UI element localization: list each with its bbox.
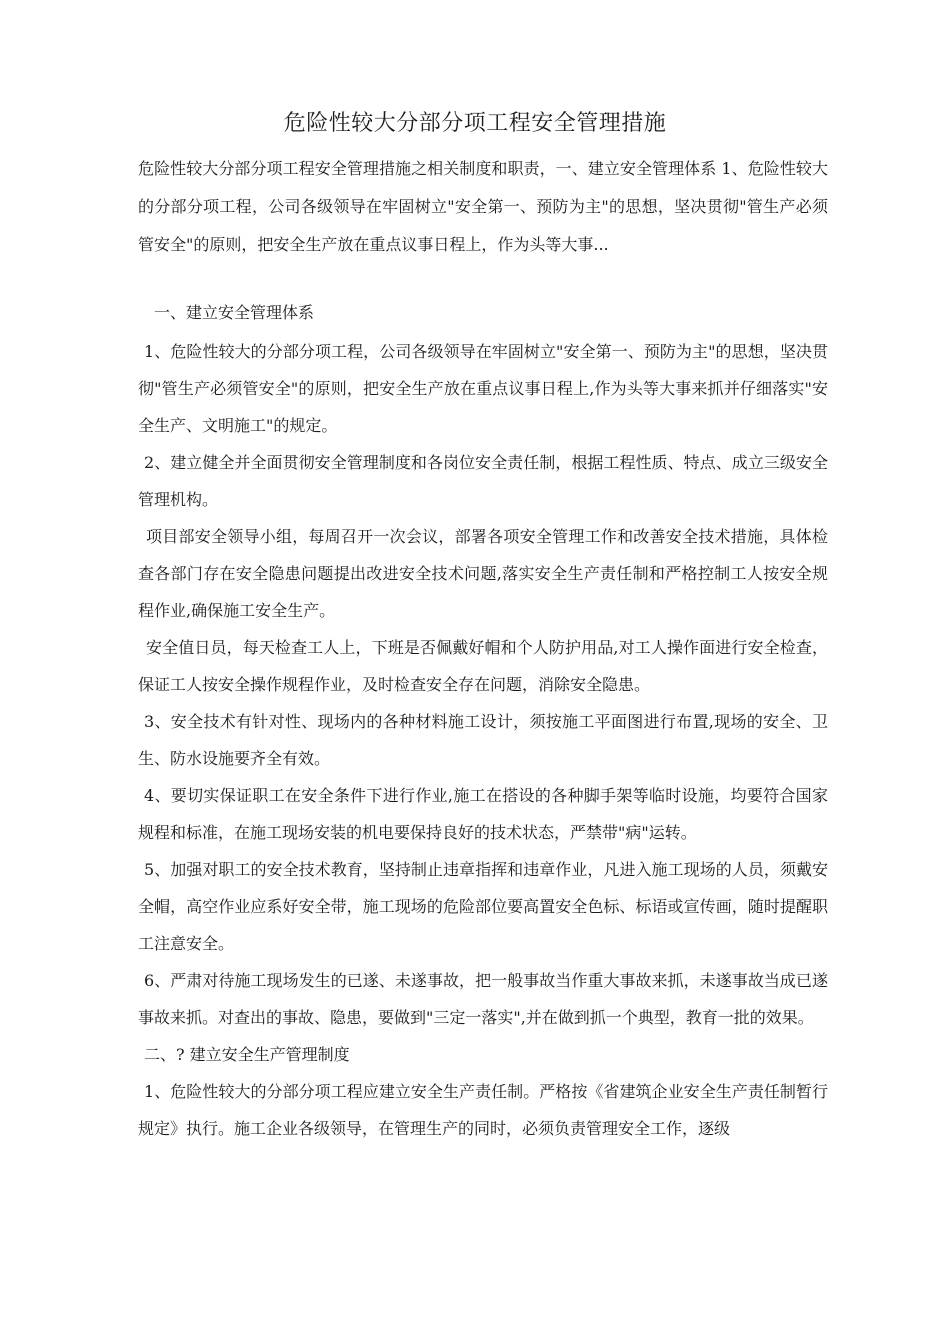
- paragraph-6: 4、要切实保证职工在安全条件下进行作业,施工在搭设的各种脚手架等临时设施，均要符合国家规程和标准，在施工现场安装的机电要保持良好的技术状态，严禁带"病"运转。: [138, 786, 828, 842]
- paragraph-7: 5、加强对职工的安全技术教育，坚持制止违章指挥和违章作业，凡进入施工现场的人员，须戴安全帽，高空作业应系好安全带，施工现场的危险部位要高置安全色标、标语或宣传画，随时提醒职工注意安全。: [138, 860, 828, 953]
- section-heading-2: 二、? 建立安全生产管理制度: [144, 1045, 350, 1064]
- paragraph-4: 安全值日员，每天检查工人上，下班是否佩戴好帽和个人防护用品,对工人操作面进行安全检查，保证工人按安全操作规程作业，及时检查安全存在问题，消除安全隐患。: [138, 638, 828, 694]
- paragraph-9: 1、危险性较大的分部分项工程应建立安全生产责任制。严格按《省建筑企业安全生产责任制暂行规定》执行。施工企业各级领导，在管理生产的同时，必须负责管理安全工作，逐级: [138, 1082, 828, 1138]
- paragraph-3: 项目部安全领导小组，每周召开一次会议，部署各项安全管理工作和改善安全技术措施，具体检查各部门存在安全隐患问题提出改进安全技术问题,落实安全生产责任制和严格控制工人按安全规程作业,确保施工安全生产。: [138, 527, 828, 620]
- section-heading-1: 一、建立安全管理体系: [154, 303, 315, 322]
- summary-paragraph: 危险性较大分部分项工程安全管理措施之相关制度和职责，一、建立安全管理体系 1、危险性较大的分部分项工程，公司各级领导在牢固树立"安全第一、预防为主"的思想，坚决贯彻"管生产必须管安全"的原则，把安全生产放在重点议事日程上，作为头等大事...: [138, 159, 828, 254]
- paragraph-5: 3、安全技术有针对性、现场内的各种材料施工设计，须按施工平面图进行布置,现场的安全、卫生、防水设施要齐全有效。: [138, 712, 828, 768]
- paragraph-8: 6、严肃对待施工现场发生的已遂、未遂事故，把一般事故当作重大事故来抓，未遂事故当成已遂事故来抓。对查出的事故、隐患，要做到"三定一落实",并在做到抓一个典型，教育一批的效果。: [138, 971, 828, 1027]
- paragraph-2: 2、建立健全并全面贯彻安全管理制度和各岗位安全责任制，根据工程性质、特点、成立三级安全管理机构。: [138, 453, 828, 509]
- document-title: 危险性较大分部分项工程安全管理措施: [283, 111, 667, 136]
- document-body: [138, 294, 828, 1147]
- paragraph-1: 1、危险性较大的分部分项工程，公司各级领导在牢固树立"安全第一、预防为主"的思想，坚决贯彻"管生产必须管安全"的原则，把安全生产放在重点议事日程上,作为头等大事来抓并仔细落实"安全生产、文明施工"的规定。: [138, 342, 828, 435]
